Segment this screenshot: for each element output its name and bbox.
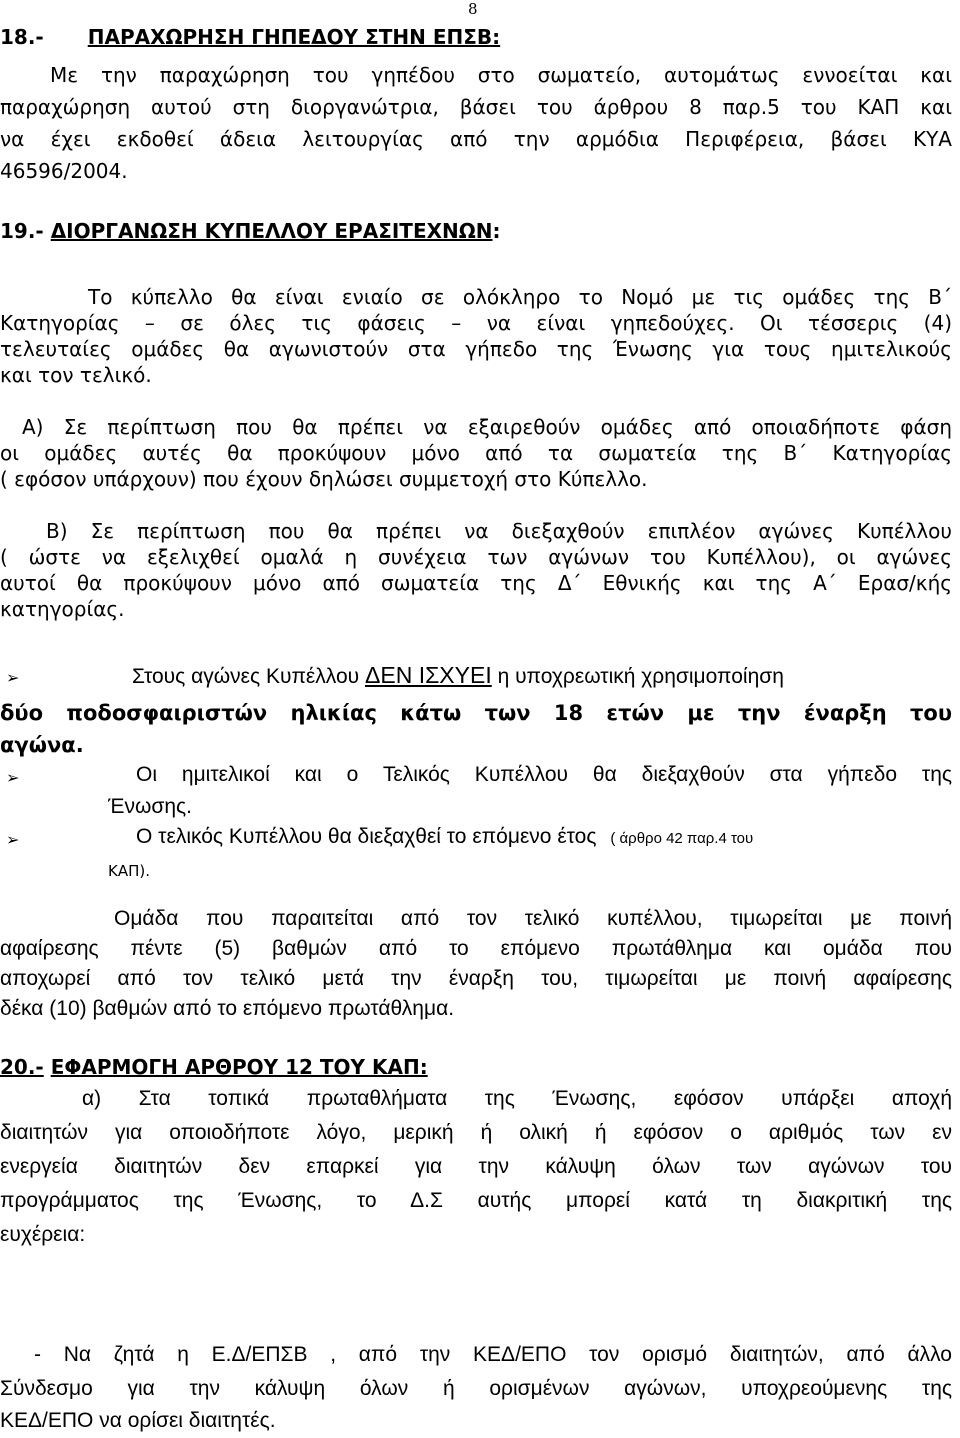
section-18-line: παραχώρηση αυτού στη διοργανώτρια, βάσει του άρθρου 8 παρ.5 του ΚΑΠ και xyxy=(0,95,952,119)
section-20-dash-line: Σύνδεσμο για την κάλυψη όλων ή ορισμένων αγώνων, υποχρεούμενης της xyxy=(0,1377,952,1400)
arrow-bullet-icon: ➢ xyxy=(6,768,20,787)
section-19-title: ΔΙΟΡΓΑΝΩΣΗ ΚΥΠΕΛΛΟΥ ΕΡΑΣΙΤΕΧΝΩΝ xyxy=(50,219,493,243)
emphasis-den-isxyei: ΔΕΝ ΙΣΧΥΕΙ xyxy=(364,662,492,688)
bullet-1-line: Στους αγώνες Κυπέλλου ΔΕΝ ΙΣΧΥΕΙ η υποχρεωτική χρησιμοποίηση xyxy=(132,662,784,688)
section-20-heading xyxy=(0,1054,428,1080)
bullet-3-line: ΚΑΠ). xyxy=(108,862,150,880)
section-19-number: 19.- xyxy=(0,219,44,243)
section-20-number: 20.- xyxy=(0,1055,44,1079)
section-18-line: Με την παραχώρηση του γηπέδου στο σωματείο, αυτομάτως εννοείται και xyxy=(50,63,952,87)
paragraph-line: Κατηγορίας – σε όλες τις φάσεις – να είναι γηπεδούχες. Οι τέσσερις (4) xyxy=(0,311,952,335)
paragraph-a-line: οι ομάδες αυτές θα προκύψουν μόνο από τα σωματεία της Β΄ Κατηγορίας xyxy=(0,441,952,465)
section-20-line: διαιτητών για οποιοδήποτε λόγο, μερική ή ολική ή εφόσον ο αριθμός των εν xyxy=(0,1121,952,1144)
paragraph-a-line: ( εφόσον υπάρχουν) που έχουν δηλώσει συμμετοχή στο Κύπελλο. xyxy=(0,467,648,491)
paragraph-line: τελευταίες ομάδες θα αγωνιστούν στα γήπεδο της Ένωσης για τους ημιτελικούς xyxy=(0,337,952,361)
section-20-line: προγράμματος της Ένωσης, το Δ.Σ αυτής μπορεί κατά τη διακριτική της xyxy=(0,1189,952,1212)
paragraph-b-line: Β) Σε περίπτωση που θα πρέπει να διεξαχθούν επιπλέον αγώνες Κυπέλλου xyxy=(46,519,952,543)
page-number: 8 xyxy=(468,0,478,18)
paragraph-line: δέκα (10) βαθμών από το επόμενο πρωτάθλημα. xyxy=(0,997,455,1020)
section-20-line: ευχέρεια: xyxy=(0,1223,86,1246)
section-18-title: ΠΑΡΑΧΩΡΗΣΗ ΓΗΠΕΔΟΥ ΣΤΗΝ ΕΠΣΒ: xyxy=(87,25,501,49)
section-19-heading: 19.- ΔΙΟΡΓΑΝΩΣΗ ΚΥΠΕΛΛΟΥ ΕΡΑΣΙΤΕΧΝΩΝ: xyxy=(0,219,501,243)
section-20-line: ενεργεία διαιτητών δεν επαρκεί για την κάλυψη όλων των αγώνων του xyxy=(0,1155,952,1178)
bullet-3-line: Ο τελικός Κυπέλλου θα διεξαχθεί το επόμενο έτος ( άρθρο 42 παρ.4 του xyxy=(136,825,754,848)
paragraph-line: Ομάδα που παραιτείται από τον τελικό κυπέλλου, τιμωρείται με ποινή xyxy=(114,907,952,930)
arrow-bullet-icon: ➢ xyxy=(6,668,20,687)
bullet-2-line: Οι ημιτελικοί και ο Τελικός Κυπέλλου θα διεξαχθούν στα γήπεδο της xyxy=(136,763,952,786)
paragraph-line: Το κύπελλο θα είναι ενιαίο σε ολόκληρο το Νομό με τις ομάδες της Β΄ xyxy=(88,285,952,309)
paragraph-line: αφαίρεσης πέντε (5) βαθμών από το επόμενο πρωτάθλημα και ομάδα που xyxy=(0,937,952,960)
paragraph-b-line: ( ώστε να εξελιχθεί ομαλά η συνέχεια των αγώνων του Κυπέλλου), οι αγώνες xyxy=(0,545,952,569)
paragraph-line: αποχωρεί από τον τελικό μετά την έναρξη του, τιμωρείται με ποινή αφαίρεσης xyxy=(0,967,952,990)
paragraph-a-line: Α) Σε περίπτωση που θα πρέπει να εξαιρεθούν ομάδες από οποιαδήποτε φάση xyxy=(22,415,952,439)
section-18-line: 46596/2004. xyxy=(0,159,128,183)
section-20-dash-line: ΚΕΔ/ΕΠΟ να ορίσει διαιτητές. xyxy=(0,1409,276,1432)
bullet-1-bold-line: αγώνα. xyxy=(0,733,84,757)
paragraph-line: και τον τελικό. xyxy=(0,363,152,387)
section-20-title: ΕΦΑΡΜΟΓΗ ΑΡΘΡΟΥ 12 ΤΟΥ ΚΑΠ: xyxy=(50,1055,428,1079)
paragraph-b-line: κατηγορίας. xyxy=(0,597,125,621)
section-20-dash-line: - Να ζητά η Ε.Δ/ΕΠΣΒ , από την ΚΕΔ/ΕΠΟ τον ορισμό διαιτητών, από άλλο xyxy=(34,1343,952,1366)
paragraph-b-line: αυτοί θα προκύψουν μόνο από σωματεία της Δ΄ Εθνικής και της Α΄ Ερασ/κής xyxy=(0,571,952,595)
section-18-line: να έχει εκδοθεί άδεια λειτουργίας από την αρμόδια Περιφέρεια, βάσει ΚΥΑ xyxy=(0,127,952,151)
bullet-1-bold-line: δύο ποδοσφαιριστών ηλικίας κάτω των 18 ετών με την έναρξη του xyxy=(0,701,952,725)
arrow-bullet-icon: ➢ xyxy=(6,830,20,849)
section-18-number: 18.- xyxy=(0,25,44,49)
bullet-2-line: Ένωσης. xyxy=(108,795,192,818)
section-18-heading xyxy=(0,24,500,50)
section-20-line: α) Στα τοπικά πρωταθλήματα της Ένωσης, εφόσον υπάρξει αποχή xyxy=(82,1087,952,1110)
